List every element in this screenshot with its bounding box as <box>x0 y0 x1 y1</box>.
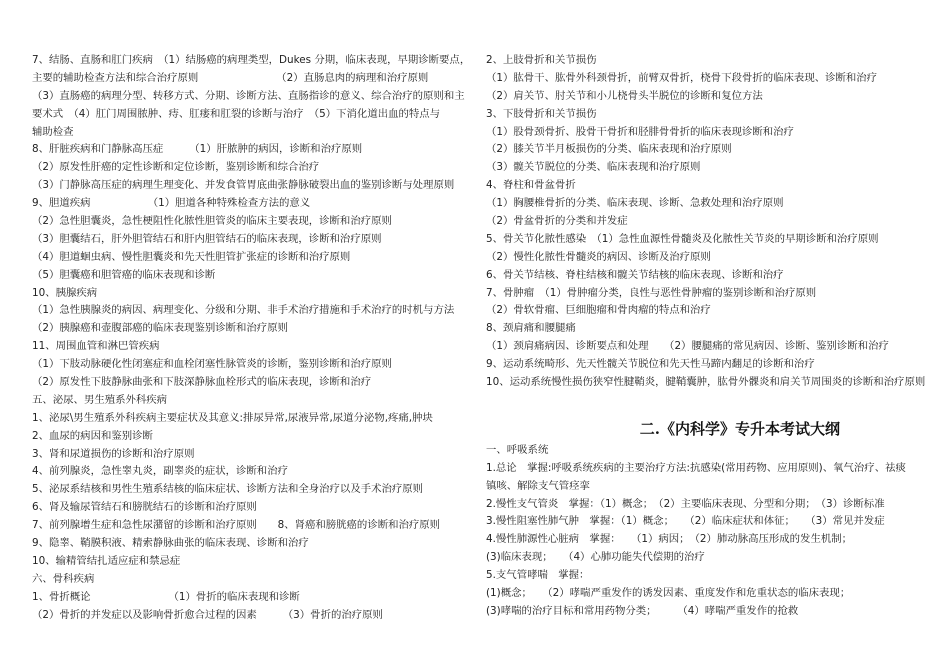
text-line: 9、运动系统畸形、先天性髋关节脱位和先天性马蹄内翻足的诊断和治疗 <box>486 358 815 371</box>
section-title: 二.《内科学》专升本考试大纲 <box>639 419 840 438</box>
text-line: 2、血尿的病因和鉴别诊断 <box>32 429 153 442</box>
text-line: （1）颈肩痛病因、诊断要点和处理 （2）腰腿痛的常见病因、诊断、鉴别诊断和治疗 <box>486 340 889 353</box>
text-line: 7、结肠、直肠和肛门疾病 （1）结肠癌的病理类型，Dukes 分期，临床表现，早期诊断要点， <box>32 54 470 66</box>
text-line: 1.总论 掌握:呼吸系统疾病的主要治疗方法:抗感染(常用药物、应用原则)、氧气治疗、祛痰 <box>486 461 906 474</box>
text-line: 辅助检查 <box>32 125 74 138</box>
text-line: （2）肩关节、肘关节和小儿桡骨头半脱位的诊断和复位方法 <box>486 89 763 102</box>
text-line: 8、肝脏疾病和门静脉高压症 （1）肝脓肿的病因，诊断和治疗原则 <box>32 143 363 156</box>
text-line: （2）慢性化脓性骨髓炎的病因、诊断及治疗原则 <box>486 250 711 263</box>
text-line: 4.慢性肺源性心脏病 掌握： （1）病因； （2）肺动脉高压形成的发生机制； <box>486 533 853 546</box>
text-line: 7、骨肿瘤 （1）骨肿瘤分类，良性与恶性骨肿瘤的鉴别诊断和治疗原则 <box>486 286 817 299</box>
text-line: 4、前列腺炎，急性睾丸炎，副睾炎的症状，诊断和治疗 <box>32 465 288 478</box>
text-line: 镇咳、解除支气管痉挛 <box>486 479 590 492</box>
text-line: 10、运动系统慢性损伤狭窄性腱鞘炎，腱鞘囊肿，肱骨外髁炎和肩关节周围炎的诊断和治疗原则 <box>486 376 926 389</box>
text-line: （3）门静脉高压症的病理生理变化、并发食管胃底曲张静脉破裂出血的鉴别诊断与处理原则 <box>32 179 455 192</box>
text-line: 4、脊柱和骨盆骨折 <box>486 179 576 192</box>
right-column-top <box>486 52 926 392</box>
text-line: 5、泌尿系结核和男性生殖系结核的临床症状、诊断方法和全身治疗以及手术治疗原则 <box>32 483 424 496</box>
text-line: (3)哮喘的治疗目标和常用药物分类； （4）哮喘严重发作的抢救 <box>486 604 799 617</box>
right-column <box>486 52 926 621</box>
text-line: 10、胰腺疾病 <box>32 286 98 299</box>
text-line: （1）下肢动脉硬化性闭塞症和血栓闭塞性脉管炎的诊断，鉴别诊断和治疗原则 <box>32 358 392 371</box>
text-line: （2）膝关节半月板损伤的分类、临床表现和治疗原则 <box>486 143 732 156</box>
text-line: 五、泌尿、男生殖系外科疾病 <box>32 393 168 406</box>
text-line: （2）骨盆骨折的分类和并发症 <box>486 215 628 228</box>
text-line: (3)临床表现； （4）心肺功能失代偿期的治疗 <box>486 551 705 564</box>
text-line: 10、输精管结扎适应症和禁忌症 <box>32 554 181 567</box>
text-line: （1）股骨颈骨折、股骨干骨折和胫腓骨骨折的临床表现诊断和治疗 <box>486 125 794 138</box>
text-line: 3、肾和尿道损伤的诊断和治疗原则 <box>32 447 195 460</box>
text-line: （2）原发性下肢静脉曲张和下肢深静脉血栓形式的临床表现，诊断和治疗 <box>32 376 372 389</box>
text-line: 5.支气管哮喘 掌握： <box>486 569 590 582</box>
text-line: 3、下肢骨折和关节损伤 <box>486 107 597 120</box>
text-line: 9、胆道疾病 （1）胆道各种特殊检查方法的意义 <box>32 197 311 210</box>
text-line: 7、前列腺增生症和急性尿潴留的诊断和治疗原则 8、肾癌和膀胱癌的诊断和治疗原则 <box>32 519 441 532</box>
text-line: 8、颈肩痛和腰腿痛 <box>486 322 576 335</box>
text-line: 2.慢性支气管炎 掌握：（1）概念； （2）主要临床表现、分型和分期； （3）诊断标准 <box>486 497 885 510</box>
text-line: 6、骨关节结核、脊柱结核和髋关节结核的临床表现、诊断和治疗 <box>486 268 784 281</box>
text-line: 1、骨折概论 （1）骨折的临床表现和诊断 <box>32 590 300 603</box>
text-line: 6、肾及输尿管结石和膀胱结石的诊断和治疗原则 <box>32 501 257 514</box>
text-line: （3）直肠癌的病理分型、转移方式、分期、诊断方法、直肠指诊的意义、综合治疗的原则和主 <box>32 89 465 102</box>
left-column <box>32 52 470 625</box>
text-line: （2）胰腺癌和壶腹部癌的临床表现鉴别诊断和治疗原则 <box>32 322 288 335</box>
text-line: （5）胆囊癌和胆管癌的临床表现和诊断 <box>32 268 216 281</box>
text-line: （2）骨软骨瘤、巨细胞瘤和骨肉瘤的特点和治疗 <box>486 304 711 317</box>
text-line: 3.慢性阻塞性肺气肿 掌握：（1）概念； （2）临床症状和体征； （3）常见并发症 <box>486 515 885 528</box>
text-line: (1)概念； （2）哮喘严重发作的诱发因素、重度发作和危重状态的临床表现； <box>486 587 851 600</box>
text-line: 要术式 （4）肛门周围脓肿、痔、肛瘘和肛裂的诊断与治疗 （5）下消化道出血的特点与 <box>32 107 441 120</box>
text-line: （2）骨折的并发症以及影响骨折愈合过程的因素 （3）骨折的治疗原则 <box>32 608 383 621</box>
text-line: 1、泌尿\男生殖系外科疾病主要症状及其意义:排尿异常,尿液异常,尿道分泌物,疼痛,肿块 <box>32 411 433 424</box>
text-line: 2、上肢骨折和关节损伤 <box>486 54 597 66</box>
text-line: （1）肱骨干、肱骨外科颈骨折，前臂双骨折，桡骨下段骨折的临床表现、诊断和治疗 <box>486 71 878 84</box>
text-line: 六、骨科疾病 <box>32 572 95 585</box>
text-line: （4）胆道蛔虫病、慢性胆囊炎和先天性胆管扩张症的诊断和治疗原则 <box>32 250 351 263</box>
section-gap <box>486 392 926 416</box>
right-column-bottom <box>486 442 926 621</box>
text-line: （3）髋关节脱位的分类、临床表现和治疗原则 <box>486 161 701 174</box>
text-line: （1）急性胰腺炎的病因、病理变化、分级和分期、非手术治疗措施和手术治疗的时机与方法 <box>32 304 455 317</box>
text-line: 5、骨关节化脓性感染 （1）急性血源性骨髓炎及化脓性关节炎的早期诊断和治疗原则 <box>486 232 879 245</box>
text-line: （3）胆囊结石，肝外胆管结石和肝内胆管结石的临床表现，诊断和治疗原则 <box>32 232 382 245</box>
text-line: （2）急性胆囊炎，急性梗阻性化脓性胆管炎的临床主要表现，诊断和治疗原则 <box>32 215 392 228</box>
text-line: 主要的辅助检查方法和综合治疗原则 （2）直肠息肉的病理和治疗原则 <box>32 71 429 84</box>
text-line: （1）胸腰椎骨折的分类、临床表现、诊断、急救处理和治疗原则 <box>486 197 784 210</box>
text-line: 9、隐睾、鞘膜积液、精索静脉曲张的临床表现、诊断和治疗 <box>32 537 309 550</box>
text-line: 11、周围血管和淋巴管疾病 <box>32 340 160 353</box>
text-line: 一、呼吸系统 <box>486 443 549 456</box>
text-line: （2）原发性肝癌的定性诊断和定位诊断，鉴别诊断和综合治疗 <box>32 161 320 174</box>
